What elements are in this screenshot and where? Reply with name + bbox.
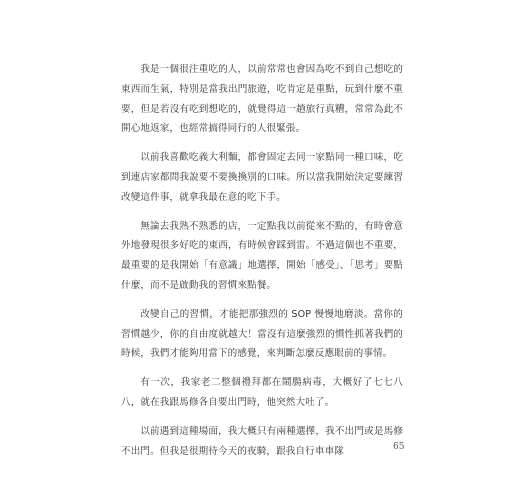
paragraph: 無論去我熟不熟悉的店，一定點我以前從來不點的，有時會意外地發現很多好吃的東西，有時候會踩到雷。不過這個也不重要，最重要的是我開始「有意識」地選擇，開始「感受」、「思考」要點什麼，而不是啟動我的習慣來點餐。 [121, 220, 403, 291]
paragraph: 以前我喜歡吃義大利麵，都會固定去同一家點同一種口味，吃到連店家都問我說要不要換換別的口味。所以當我開始決定要練習改變這件事，就拿我最在意的吃下手。 [121, 152, 403, 203]
page-number: 65 [393, 442, 405, 452]
paragraph: 有一次，我家老二整個禮拜都在鬧腸病毒，大概好了七七八八，就在我跟馬修各自要出門時，他突然大吐了。 [121, 377, 403, 408]
paragraph: 改變自己的習慣，才能把那強烈的 SOP 慢慢地磨淡。當你的習慣越少，你的自由度就越大！當沒有這麼強烈的慣性抓著我們的時候，我們才能夠用當下的感覺，來判斷怎麼反應眼前的事情。 [121, 308, 403, 360]
paragraph: 以前遇到這種場面，我大概只有兩種選擇，我不出門或是馬修不出門。但我是很期待今天的夜騎，跟我自行車車隊 [121, 425, 403, 457]
paragraph: 我是一個很注重吃的人，以前常常也會因為吃不到自己想吃的東西而生氣，特別是當我出門旅遊，吃肯定是重點，玩到什麼不重要，但是若沒有吃到想吃的，就覺得這一趟旅行真糟，常常為此不開心地返家，也經常搞得同行的人很緊張。 [121, 64, 403, 135]
body-text [121, 60, 403, 470]
